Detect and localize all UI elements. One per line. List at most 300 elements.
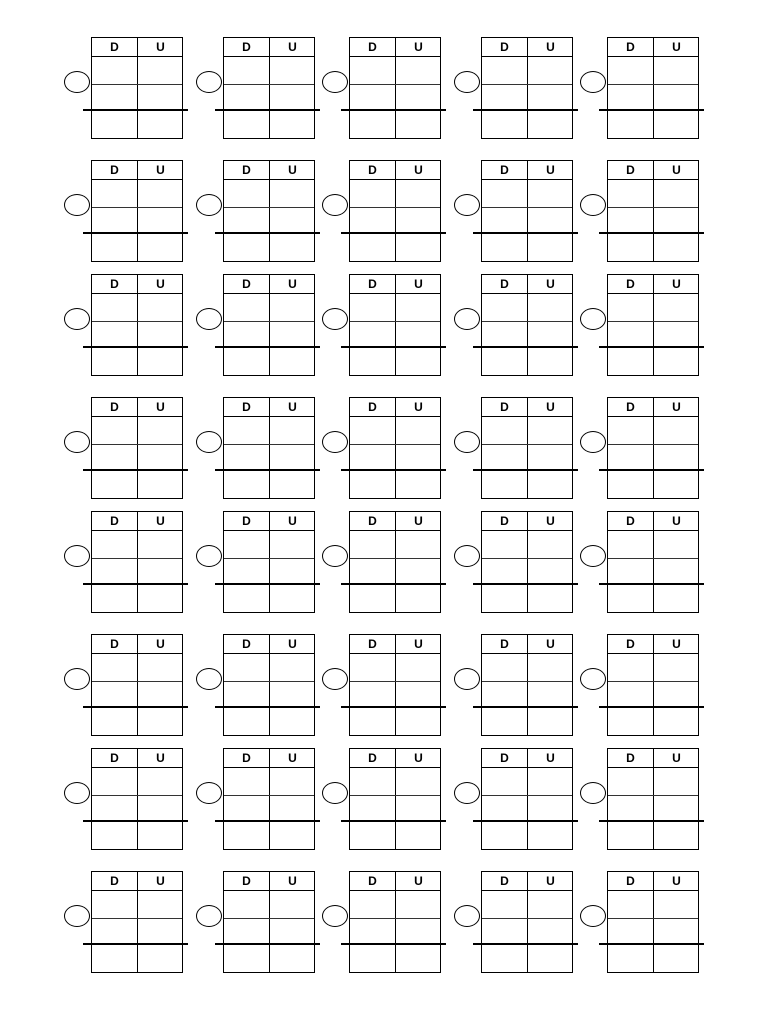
operator-circle[interactable] [322,905,348,927]
header-divider [92,530,182,531]
operator-circle[interactable] [322,308,348,330]
operand-divider [224,444,314,445]
column-divider [527,872,528,972]
problem-box [64,748,194,852]
units-header: U [414,400,423,414]
problem-box [322,871,452,975]
place-value-grid [349,511,441,613]
tens-header: D [626,751,635,765]
problem-box [580,397,710,501]
header-divider [224,416,314,417]
problem-box [454,511,584,615]
operator-circle[interactable] [580,545,606,567]
header-divider [482,530,572,531]
place-value-grid [481,871,573,973]
column-divider [527,161,528,261]
result-line [341,109,446,111]
operand-divider [608,207,698,208]
result-line [215,469,320,471]
problem-box [454,634,584,738]
units-header: U [546,163,555,177]
result-line [599,820,704,822]
tens-header: D [368,514,377,528]
operator-circle[interactable] [580,905,606,927]
operand-divider [224,321,314,322]
column-divider [527,38,528,138]
units-header: U [288,874,297,888]
column-divider [527,512,528,612]
header-divider [350,293,440,294]
problem-box [64,160,194,264]
operator-circle[interactable] [64,194,90,216]
problem-box [64,871,194,975]
operand-divider [482,84,572,85]
operator-circle[interactable] [322,782,348,804]
operand-divider [482,207,572,208]
operand-divider [482,321,572,322]
result-line [215,820,320,822]
result-line [473,109,578,111]
operator-circle[interactable] [580,71,606,93]
operand-divider [482,444,572,445]
operand-divider [92,321,182,322]
operand-divider [608,558,698,559]
column-divider [395,161,396,261]
operand-divider [608,795,698,796]
problem-box [580,871,710,975]
tens-header: D [500,277,509,291]
operand-divider [608,918,698,919]
place-value-grid [349,160,441,262]
place-value-grid [91,37,183,139]
problem-box [64,37,194,141]
place-value-grid [481,397,573,499]
tens-header: D [368,751,377,765]
operator-circle[interactable] [64,71,90,93]
header-divider [482,179,572,180]
problem-box [196,511,326,615]
operand-divider [608,84,698,85]
units-header: U [288,514,297,528]
column-divider [137,398,138,498]
operand-divider [350,558,440,559]
units-header: U [546,637,555,651]
operator-circle[interactable] [454,431,480,453]
operand-divider [92,444,182,445]
header-divider [92,179,182,180]
column-divider [653,161,654,261]
header-divider [350,767,440,768]
tens-header: D [500,163,509,177]
tens-header: D [626,514,635,528]
problem-box [454,274,584,378]
units-header: U [288,40,297,54]
header-divider [350,416,440,417]
tens-header: D [626,277,635,291]
problem-box [322,274,452,378]
operand-divider [224,558,314,559]
column-divider [269,872,270,972]
problem-box [580,511,710,615]
result-line [599,232,704,234]
place-value-grid [607,634,699,736]
operand-divider [224,84,314,85]
header-divider [224,179,314,180]
result-line [599,109,704,111]
operator-circle[interactable] [580,668,606,690]
operator-circle[interactable] [196,668,222,690]
place-value-grid [91,511,183,613]
operator-circle[interactable] [196,71,222,93]
result-line [83,820,188,822]
place-value-grid [481,511,573,613]
header-divider [608,653,698,654]
header-divider [482,890,572,891]
units-header: U [546,514,555,528]
header-divider [224,890,314,891]
tens-header: D [110,277,119,291]
header-divider [608,293,698,294]
problem-box [196,748,326,852]
operator-circle[interactable] [580,431,606,453]
column-divider [395,398,396,498]
units-header: U [546,277,555,291]
place-value-grid [91,748,183,850]
header-divider [224,767,314,768]
result-line [215,583,320,585]
place-value-grid [349,634,441,736]
tens-header: D [110,751,119,765]
place-value-grid [349,37,441,139]
column-divider [269,161,270,261]
header-divider [608,416,698,417]
header-divider [92,653,182,654]
tens-header: D [110,40,119,54]
result-line [473,943,578,945]
column-divider [653,635,654,735]
result-line [83,469,188,471]
units-header: U [546,400,555,414]
result-line [341,583,446,585]
operand-divider [350,681,440,682]
problem-box [454,37,584,141]
units-header: U [672,637,681,651]
result-line [341,232,446,234]
column-divider [137,872,138,972]
units-header: U [672,400,681,414]
tens-header: D [368,277,377,291]
header-divider [482,56,572,57]
problem-box [64,511,194,615]
column-divider [653,275,654,375]
units-header: U [414,637,423,651]
header-divider [224,293,314,294]
column-divider [527,749,528,849]
operand-divider [92,681,182,682]
units-header: U [288,163,297,177]
problem-box [454,397,584,501]
column-divider [653,38,654,138]
result-line [83,232,188,234]
units-header: U [546,40,555,54]
operator-circle[interactable] [454,782,480,804]
tens-header: D [242,514,251,528]
column-divider [269,38,270,138]
problem-box [322,37,452,141]
operand-divider [92,84,182,85]
operator-circle[interactable] [322,431,348,453]
header-divider [350,530,440,531]
header-divider [608,179,698,180]
header-divider [92,56,182,57]
column-divider [395,872,396,972]
place-value-grid [91,634,183,736]
header-divider [92,767,182,768]
place-value-grid [607,274,699,376]
place-value-grid [349,397,441,499]
units-header: U [546,874,555,888]
problem-box [322,511,452,615]
column-divider [137,635,138,735]
operand-divider [92,795,182,796]
tens-header: D [110,637,119,651]
tens-header: D [242,40,251,54]
units-header: U [672,751,681,765]
operand-divider [608,321,698,322]
column-divider [395,749,396,849]
tens-header: D [110,400,119,414]
problem-box [196,634,326,738]
operator-circle[interactable] [580,782,606,804]
tens-header: D [500,400,509,414]
result-line [215,706,320,708]
result-line [341,346,446,348]
units-header: U [414,40,423,54]
column-divider [269,749,270,849]
result-line [473,583,578,585]
place-value-grid [91,871,183,973]
operator-circle[interactable] [454,668,480,690]
result-line [83,109,188,111]
column-divider [653,872,654,972]
operator-circle[interactable] [196,782,222,804]
place-value-grid [607,160,699,262]
header-divider [350,179,440,180]
operator-circle[interactable] [454,308,480,330]
column-divider [137,275,138,375]
operand-divider [608,444,698,445]
operator-circle[interactable] [64,308,90,330]
problem-box [580,274,710,378]
problem-box [64,274,194,378]
place-value-grid [481,37,573,139]
tens-header: D [242,874,251,888]
problem-box [196,274,326,378]
header-divider [350,653,440,654]
result-line [341,943,446,945]
tens-header: D [500,514,509,528]
header-divider [482,293,572,294]
operand-divider [482,681,572,682]
operand-divider [92,207,182,208]
place-value-grid [607,871,699,973]
units-header: U [672,163,681,177]
operator-circle[interactable] [322,545,348,567]
result-line [215,346,320,348]
problem-box [322,748,452,852]
problem-box [322,634,452,738]
operator-circle[interactable] [322,668,348,690]
result-line [83,706,188,708]
place-value-grid [223,160,315,262]
problem-box [454,871,584,975]
tens-header: D [368,400,377,414]
units-header: U [156,514,165,528]
header-divider [482,416,572,417]
operator-circle[interactable] [64,782,90,804]
operator-circle[interactable] [196,545,222,567]
units-header: U [672,40,681,54]
operand-divider [92,918,182,919]
header-divider [92,890,182,891]
column-divider [137,512,138,612]
operator-circle[interactable] [454,71,480,93]
place-value-grid [223,748,315,850]
result-line [599,943,704,945]
operand-divider [350,84,440,85]
tens-header: D [626,40,635,54]
result-line [341,469,446,471]
header-divider [224,56,314,57]
place-value-grid [223,37,315,139]
operator-circle[interactable] [454,905,480,927]
result-line [341,706,446,708]
operand-divider [482,918,572,919]
tens-header: D [368,874,377,888]
operator-circle[interactable] [64,905,90,927]
result-line [599,469,704,471]
problem-box [196,160,326,264]
units-header: U [156,277,165,291]
column-divider [269,635,270,735]
place-value-grid [349,871,441,973]
header-divider [92,416,182,417]
tens-header: D [110,163,119,177]
units-header: U [672,277,681,291]
header-divider [608,767,698,768]
problem-box [322,397,452,501]
operator-circle[interactable] [580,194,606,216]
operand-divider [350,321,440,322]
place-value-grid [91,397,183,499]
operator-circle[interactable] [64,431,90,453]
column-divider [653,749,654,849]
operator-circle[interactable] [196,905,222,927]
tens-header: D [500,751,509,765]
column-divider [527,398,528,498]
operator-circle[interactable] [454,545,480,567]
tens-header: D [500,40,509,54]
header-divider [350,890,440,891]
place-value-grid [607,37,699,139]
problem-box [64,634,194,738]
problem-box [454,748,584,852]
column-divider [137,749,138,849]
result-line [215,232,320,234]
units-header: U [156,163,165,177]
units-header: U [414,277,423,291]
result-line [215,943,320,945]
operator-circle[interactable] [580,308,606,330]
result-line [473,469,578,471]
operator-circle[interactable] [322,194,348,216]
operator-circle[interactable] [454,194,480,216]
result-line [83,943,188,945]
place-value-grid [481,748,573,850]
problem-box [196,37,326,141]
tens-header: D [626,163,635,177]
place-value-grid [223,397,315,499]
column-divider [269,275,270,375]
tens-header: D [368,40,377,54]
result-line [473,820,578,822]
operand-divider [224,681,314,682]
header-divider [224,653,314,654]
place-value-grid [607,397,699,499]
place-value-grid [223,634,315,736]
operator-circle[interactable] [64,545,90,567]
operand-divider [350,795,440,796]
operand-divider [350,207,440,208]
tens-header: D [110,874,119,888]
tens-header: D [242,637,251,651]
operand-divider [608,681,698,682]
operand-divider [482,795,572,796]
operand-divider [482,558,572,559]
result-line [83,346,188,348]
column-divider [395,635,396,735]
column-divider [527,635,528,735]
units-header: U [672,874,681,888]
result-line [473,346,578,348]
operator-circle[interactable] [196,194,222,216]
operator-circle[interactable] [64,668,90,690]
tens-header: D [368,637,377,651]
result-line [473,232,578,234]
result-line [473,706,578,708]
units-header: U [414,163,423,177]
units-header: U [156,637,165,651]
header-divider [608,530,698,531]
operator-circle[interactable] [196,308,222,330]
tens-header: D [242,163,251,177]
column-divider [527,275,528,375]
tens-header: D [368,163,377,177]
place-value-grid [223,511,315,613]
problem-box [196,871,326,975]
operand-divider [92,558,182,559]
operator-circle[interactable] [196,431,222,453]
units-header: U [156,400,165,414]
tens-header: D [626,400,635,414]
result-line [83,583,188,585]
column-divider [137,161,138,261]
tens-header: D [626,637,635,651]
place-value-grid [481,160,573,262]
operator-circle[interactable] [322,71,348,93]
tens-header: D [500,874,509,888]
units-header: U [288,277,297,291]
